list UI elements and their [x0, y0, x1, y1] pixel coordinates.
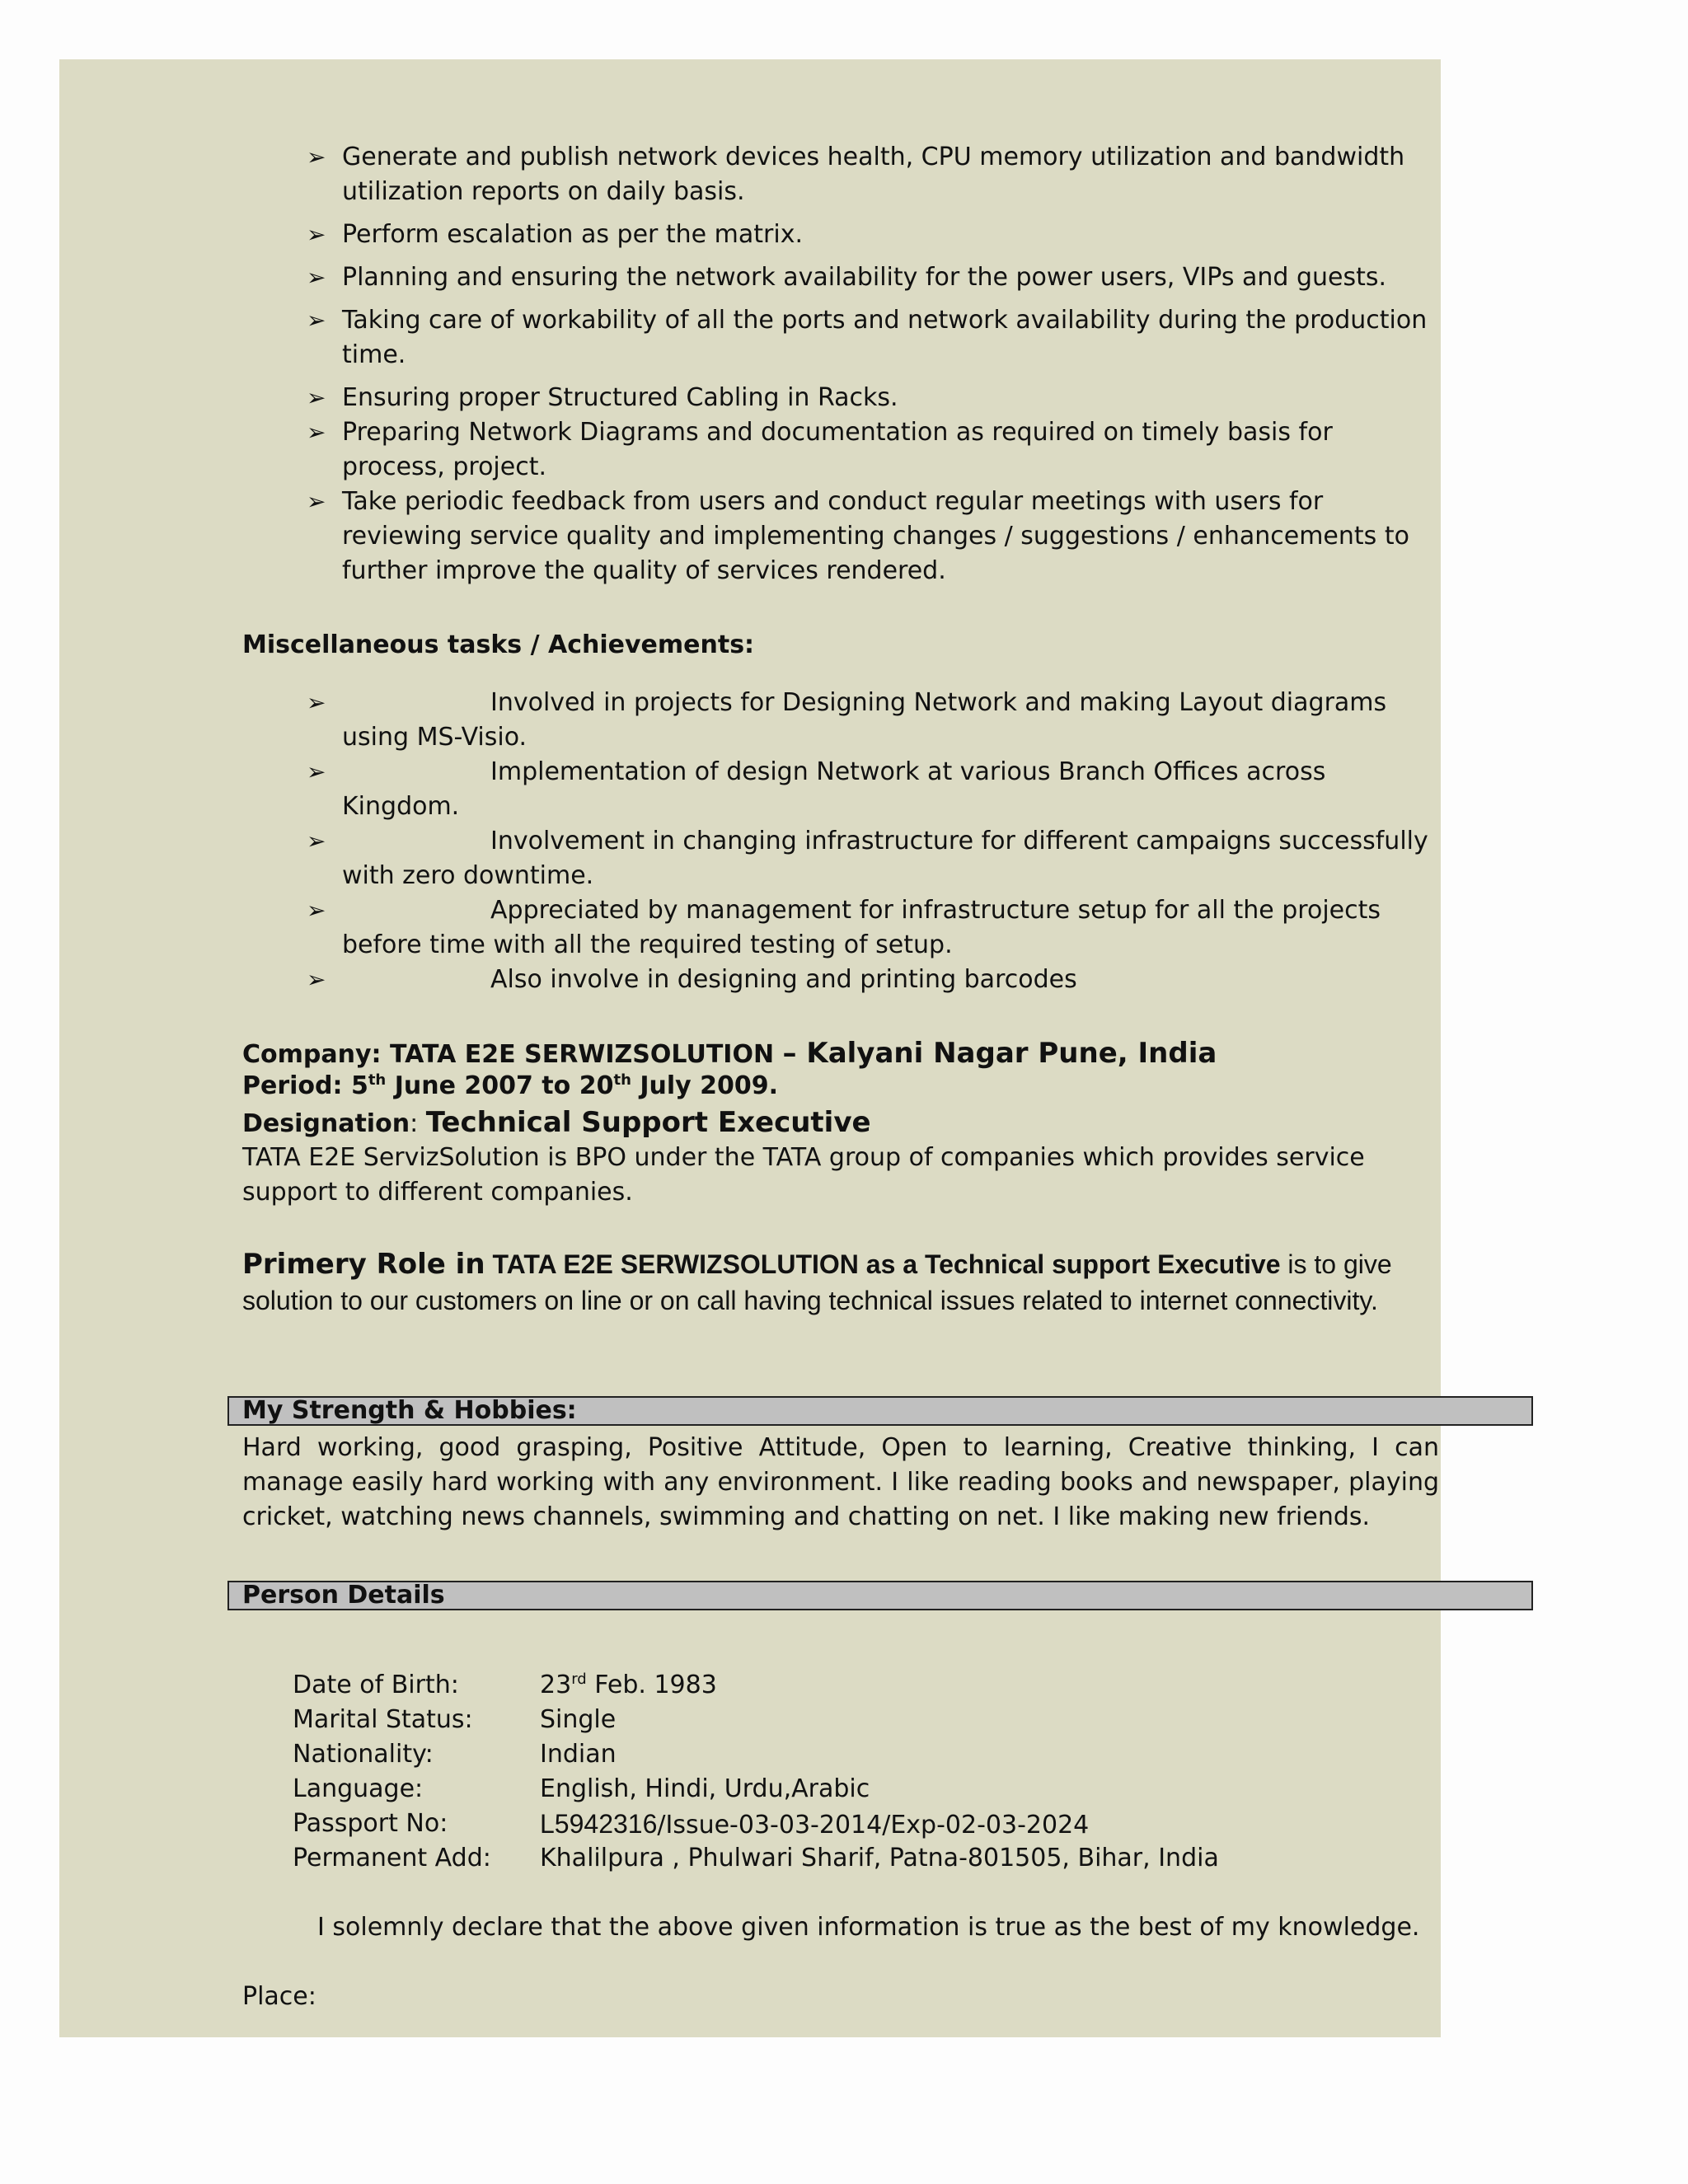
company-line	[242, 1037, 1217, 1071]
period-end-sup: th	[613, 1071, 631, 1089]
misc-heading: Miscellaneous tasks / Achievements:	[242, 630, 755, 659]
duty-item: Taking care of workability of all the ports and network availability during the production time.	[342, 306, 1428, 369]
place-label: Place:	[242, 1982, 316, 2011]
person-title: Person Details	[242, 1581, 445, 1610]
company-name: TATA E2E SERWIZSOLUTION	[389, 1040, 775, 1069]
misc-item: Also involve in designing and printing barcodes	[490, 965, 1077, 994]
declaration: I solemnly declare that the above given information is true as the best of my knowledge.	[317, 1913, 1420, 1942]
bullet-arrow-icon: ➢	[307, 384, 326, 411]
bullet-arrow-icon: ➢	[307, 143, 326, 171]
address-value: Khalilpura , Phulwari Sharif, Patna-801505, Bihar, India	[540, 1844, 1219, 1872]
period-end-day: 20	[579, 1071, 614, 1100]
company-location: – Kalyani Nagar Pune, India	[782, 1037, 1217, 1070]
duty-item: Planning and ensuring the network availability for the power users, VIPs and guests.	[342, 263, 1387, 292]
misc-item: Involvement in changing infrastructure for different campaigns successfully with zero downtime.	[342, 827, 1428, 890]
bullet-arrow-icon: ➢	[307, 419, 326, 446]
bullet-arrow-icon: ➢	[307, 264, 326, 291]
nationality-value: Indian	[540, 1740, 617, 1769]
bullet-arrow-icon: ➢	[307, 758, 326, 785]
period-line	[242, 1070, 778, 1103]
misc-item: Involved in projects for Designing Network and making Layout diagrams using MS-Visio.	[342, 688, 1387, 752]
dob-label: Date of Birth:	[293, 1671, 459, 1699]
marital-label: Marital Status:	[293, 1705, 473, 1734]
designation-line	[242, 1104, 871, 1142]
company-label: Company:	[242, 1040, 382, 1069]
company-description: TATA E2E ServizSolution is BPO under the TATA group of companies which provides service support to different companies.	[242, 1143, 1365, 1207]
primary-role	[242, 1246, 1429, 1319]
marital-value: Single	[540, 1705, 617, 1734]
dob-rest: Feb. 1983	[594, 1671, 717, 1699]
role-rest: is to give solution to our customers on line or on call having technical issues related to internet connectivity.	[242, 1249, 1392, 1315]
misc-item: Appreciated by management for infrastructure setup for all the projects before time with all the required testing of setup.	[342, 896, 1381, 959]
role-lead: Primery Role in	[242, 1248, 485, 1281]
designation-value: Technical Support Executive	[425, 1106, 871, 1139]
strength-title: My Strength & Hobbies:	[242, 1396, 577, 1425]
address-label: Permanent Add:	[293, 1844, 491, 1872]
duty-item: Take periodic feedback from users and conduct regular meetings with users for reviewing service quality and implementing changes / suggestions / enhancements to further improve the quality of services rendered.	[342, 487, 1409, 585]
duty-item: Ensuring proper Structured Cabling in Racks.	[342, 383, 898, 412]
designation-sep: :	[410, 1109, 419, 1138]
role-bold: TATA E2E SERWIZSOLUTION as a Technical support Executive	[492, 1249, 1281, 1279]
passport-label: Passport No:	[293, 1809, 448, 1838]
bullet-arrow-icon: ➢	[307, 827, 326, 855]
dob-sup: rd	[571, 1671, 587, 1688]
period-end-rest: July 2009.	[640, 1071, 779, 1100]
dob-value	[540, 1668, 717, 1703]
bullet-arrow-icon: ➢	[307, 689, 326, 716]
passport-value	[540, 1807, 1089, 1843]
period-start-day: 5	[350, 1071, 368, 1100]
period-start-rest: June 2007 to	[394, 1071, 571, 1100]
duty-item: Preparing Network Diagrams and documentation as required on timely basis for process, project.	[342, 418, 1333, 481]
passport-number: L5942316	[540, 1809, 658, 1839]
duty-item: Perform escalation as per the matrix.	[342, 220, 803, 249]
duty-item: Generate and publish network devices health, CPU memory utilization and bandwidth utilization reports on daily basis.	[342, 143, 1405, 206]
bullet-arrow-icon: ➢	[307, 307, 326, 334]
designation-label: Designation	[242, 1109, 410, 1138]
period-label: Period:	[242, 1071, 343, 1100]
passport-rest: /Issue-03-03-2014/Exp-02-03-2024	[657, 1811, 1090, 1840]
misc-item: Implementation of design Network at various Branch Offices across Kingdom.	[342, 757, 1326, 821]
bullet-arrow-icon: ➢	[307, 897, 326, 924]
language-value: English, Hindi, Urdu,Arabic	[540, 1774, 870, 1803]
language-label: Language:	[293, 1774, 424, 1803]
strength-text: Hard working, good grasping, Positive Attitude, Open to learning, Creative thinking, I can manage easily hard working with any environment. I like reading books and newspaper, playing cricket, watching news channels, swimming and chatting on net. I like making new friends.	[242, 1433, 1439, 1531]
dob-day: 23	[540, 1671, 572, 1699]
bullet-arrow-icon: ➢	[307, 221, 326, 248]
nationality-label: Nationality:	[293, 1740, 434, 1769]
period-start-sup: th	[368, 1071, 387, 1089]
bullet-arrow-icon: ➢	[307, 966, 326, 993]
bullet-arrow-icon: ➢	[307, 488, 326, 515]
